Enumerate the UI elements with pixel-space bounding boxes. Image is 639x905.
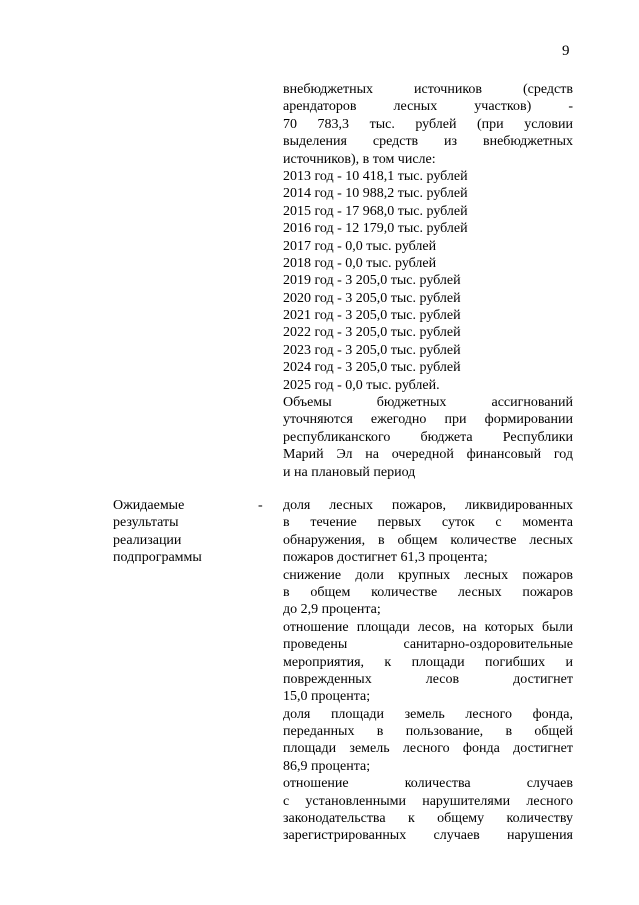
expected-results-text-line: до 2,9 процента;: [283, 602, 381, 618]
funding-text-line: 2023 год - 3 205,0 тыс. рублей: [283, 342, 461, 358]
section-label-line: подпрограммы: [113, 550, 202, 566]
funding-text-line: 2020 год - 3 205,0 тыс. рублей: [283, 290, 461, 306]
funding-text-line: уточняются ежегодно при формировании: [283, 412, 573, 428]
funding-text-line: внебюджетных источников (средств: [283, 82, 573, 97]
funding-text-line: 2013 год - 10 418,1 тыс. рублей: [283, 168, 468, 184]
expected-results-text-line: 15,0 процента;: [283, 689, 371, 705]
funding-text-block: [283, 81, 573, 481]
funding-text-line: 2016 год - 12 179,0 тыс. рублей: [283, 221, 468, 237]
funding-text-line: источников), в том числе:: [283, 151, 436, 167]
expected-results-text-line: законодательства к общему количеству: [283, 811, 573, 827]
expected-results-text-line: доля площади земель лесного фонда,: [283, 706, 573, 722]
page-number: 9: [562, 43, 570, 59]
expected-results-text-line: зарегистрированных случаев нарушения: [283, 828, 573, 844]
funding-text-line: 2022 год - 3 205,0 тыс. рублей: [283, 325, 461, 341]
funding-text-line: 2021 год - 3 205,0 тыс. рублей: [283, 308, 461, 324]
funding-text-line: 2018 год - 0,0 тыс. рублей: [283, 255, 437, 271]
funding-text-line: и на плановый период: [283, 464, 416, 480]
funding-text-line: Марий Эл на очередной финансовый год: [283, 447, 573, 463]
expected-results-text-line: поврежденных лесов достигнет: [283, 671, 573, 687]
expected-results-text-line: площади земель лесного фонда достигнет: [283, 741, 573, 757]
funding-text-line: Объемы бюджетных ассигнований: [283, 395, 573, 411]
section-label-line: реализации: [113, 532, 182, 548]
expected-results-text-line: пожаров достигнет 61,3 процента;: [283, 550, 488, 566]
funding-text-line: 2025 год - 0,0 тыс. рублей.: [283, 377, 440, 393]
expected-results-text-line: 86,9 процента;: [283, 758, 371, 774]
expected-results-text-line: обнаружения, в общем количестве лесных: [283, 532, 573, 548]
funding-text-line: 2019 год - 3 205,0 тыс. рублей: [283, 273, 461, 289]
section-label-line: результаты: [113, 515, 179, 531]
expected-results-text-line: в общем количестве лесных пожаров: [283, 584, 573, 600]
expected-results-text-line: снижение доли крупных лесных пожаров: [283, 567, 573, 583]
funding-text-line: арендаторов лесных участков) -: [283, 99, 573, 115]
expected-results-text-line: проведены санитарно-оздоровительные: [283, 637, 573, 653]
expected-results-text-line: мероприятия, к площади погибших и: [283, 654, 573, 670]
section-label-expected-results: [113, 497, 233, 567]
funding-text-line: выделения средств из внебюджетных: [283, 134, 573, 150]
funding-text-line: 2024 год - 3 205,0 тыс. рублей: [283, 360, 461, 376]
section-dash: -: [258, 498, 263, 513]
expected-results-text-line: доля лесных пожаров, ликвидированных: [283, 498, 573, 513]
funding-text-line: 70 783,3 тыс. рублей (при условии: [283, 116, 573, 132]
funding-text-line: 2015 год - 17 968,0 тыс. рублей: [283, 203, 468, 219]
funding-text-line: 2014 год - 10 988,2 тыс. рублей: [283, 186, 468, 202]
expected-results-text-line: с установленными нарушителями лесного: [283, 793, 573, 809]
funding-text-line: 2017 год - 0,0 тыс. рублей: [283, 238, 437, 254]
expected-results-text-line: в течение первых суток с момента: [283, 515, 573, 531]
expected-results-text-line: отношение количества случаев: [283, 776, 573, 792]
expected-results-text-line: отношение площади лесов, на которых были: [283, 619, 573, 635]
section-label-line: Ожидаемые: [113, 498, 185, 513]
expected-results-text-block: [283, 497, 573, 845]
expected-results-text-line: переданных в пользование, в общей: [283, 724, 573, 740]
funding-text-line: республиканского бюджета Республики: [283, 429, 573, 445]
